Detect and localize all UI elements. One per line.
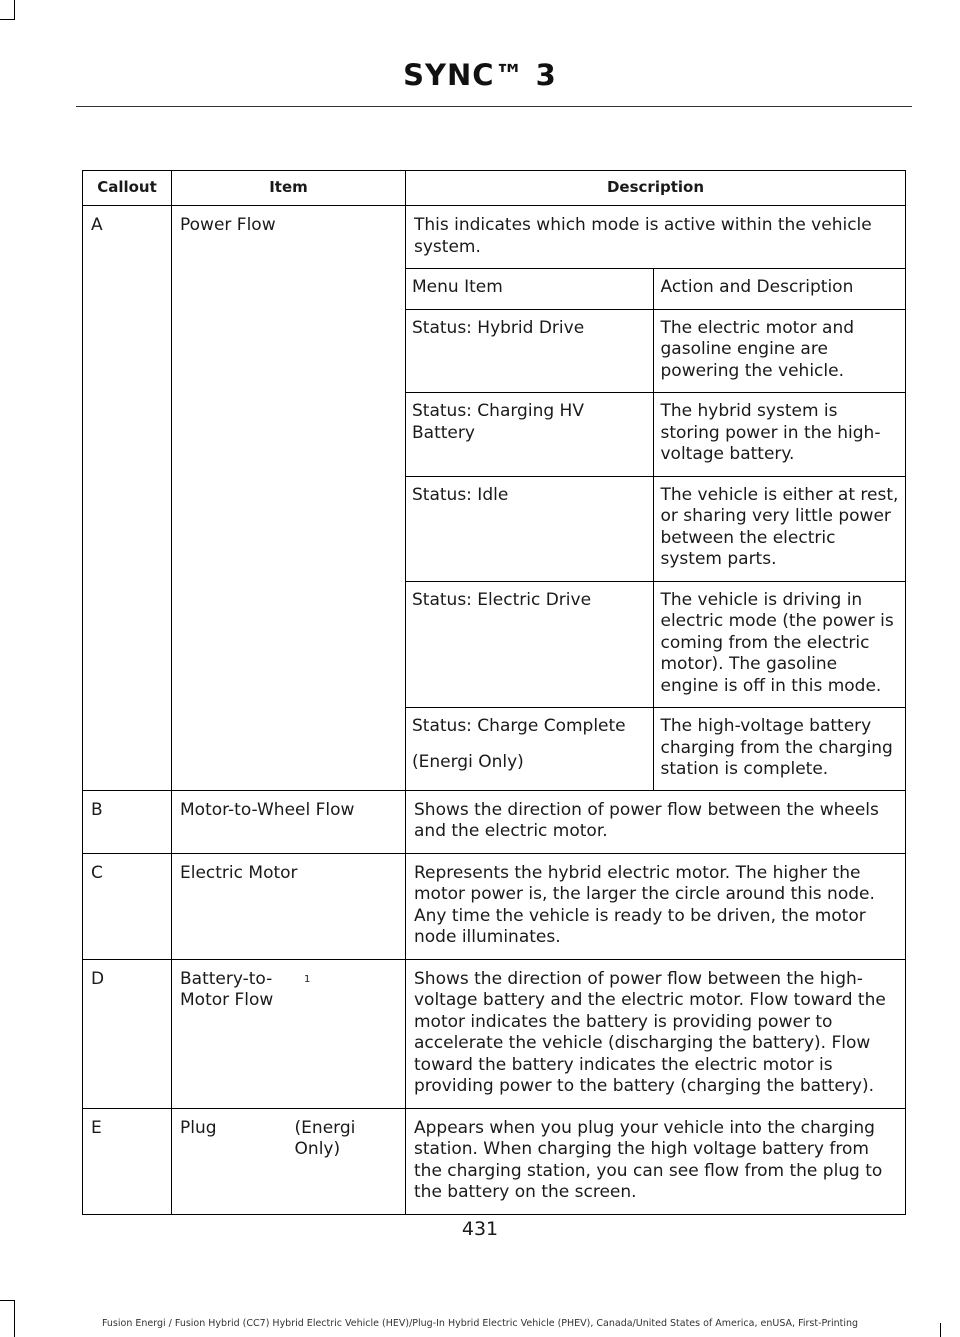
sub-table-row [405, 309, 906, 393]
sub-header-menu-item: Menu Item [405, 269, 653, 310]
header-description: Description [406, 171, 906, 206]
item-note: (Energi Only) [294, 1117, 356, 1159]
table-row [83, 1108, 906, 1214]
status-action: The vehicle is either at rest, or sharing very little power between the electric system parts. [653, 476, 906, 581]
item-label: Motor-to-Wheel Flow [180, 799, 355, 820]
status-menu-note: (Energi Only) [412, 751, 524, 772]
item-label: Plug [180, 1117, 217, 1138]
power-flow-status-table [405, 268, 906, 791]
sub-table-row [405, 581, 906, 708]
header-item: Item [172, 171, 406, 206]
sub-table-row [405, 476, 906, 581]
callout-label: E [91, 1117, 102, 1138]
item-label: Battery-to-Motor Flow [180, 968, 274, 1010]
table-row [83, 206, 906, 791]
callout-label: A [91, 215, 103, 235]
status-action: The high-voltage battery charging from the charging station is complete. [653, 708, 906, 791]
page-number: 431 [461, 1218, 499, 1240]
sub-table-row [405, 708, 906, 791]
callout-label: D [91, 968, 105, 989]
sub-table-row [405, 393, 906, 477]
sub-header-action: Action and Description [653, 269, 906, 310]
status-menu-item: Status: Charge Complete [412, 716, 626, 736]
description-text: Appears when you plug your vehicle into the charging station. When charging the high voltage battery from the charging station, you can see flow from the plug to the battery on the screen. [414, 1117, 883, 1202]
description-text: This indicates which mode is active within the vehicle system. [414, 215, 872, 257]
table-row [83, 853, 906, 959]
status-action: The hybrid system is storing power in the high-voltage battery. [653, 393, 906, 477]
header-divider [76, 106, 912, 107]
item-label: Power Flow [180, 215, 276, 235]
crop-mark-bottom-left-h [0, 1300, 14, 1301]
description-text: Shows the direction of power flow between the high-voltage battery and the electric motor. Flow toward the motor indicates the battery is providing power to accelerate the vehicle (discharging the battery). Flow toward the battery indicates the electric motor is providing power to the battery (charging the battery). [414, 968, 886, 1096]
table-row [83, 959, 906, 1108]
status-menu-item: Status: Charging HV Battery [405, 393, 653, 477]
header-callout: Callout [83, 171, 172, 206]
sub-table-header-row [405, 269, 906, 310]
callout-label: B [91, 799, 103, 820]
description-text: Shows the direction of power flow between the wheels and the electric motor. [414, 799, 879, 841]
status-action: The electric motor and gasoline engine are powering the vehicle. [653, 309, 906, 393]
table-header-row [83, 171, 906, 206]
crop-mark-top-left-v [14, 0, 15, 20]
footer-text: Fusion Energi / Fusion Hybrid (CC7) Hybrid Electric Vehicle (HEV)/Plug-In Hybrid Electric Vehicle (PHEV), Canada/United States of America, enUSA, First-Printing [101, 1318, 859, 1329]
crop-mark-top-left-h [0, 19, 14, 20]
status-menu-item: Status: Hybrid Drive [405, 309, 653, 393]
footnote-marker: 1 [304, 973, 311, 985]
callout-table [82, 170, 906, 1215]
status-menu-item: Status: Idle [405, 476, 653, 581]
status-action: The vehicle is driving in electric mode (the power is coming from the electric motor). The gasoline engine is off in this mode. [653, 581, 906, 708]
page-title: SYNC™ 3 [403, 58, 557, 92]
description-text: Represents the hybrid electric motor. The higher the motor power is, the larger the circle around this node. Any time the vehicle is ready to be driven, the motor node illuminates. [414, 862, 875, 947]
callout-label: C [91, 862, 103, 883]
table-row [83, 790, 906, 853]
status-menu-item: Status: Electric Drive [405, 581, 653, 708]
item-label: Electric Motor [180, 862, 298, 883]
